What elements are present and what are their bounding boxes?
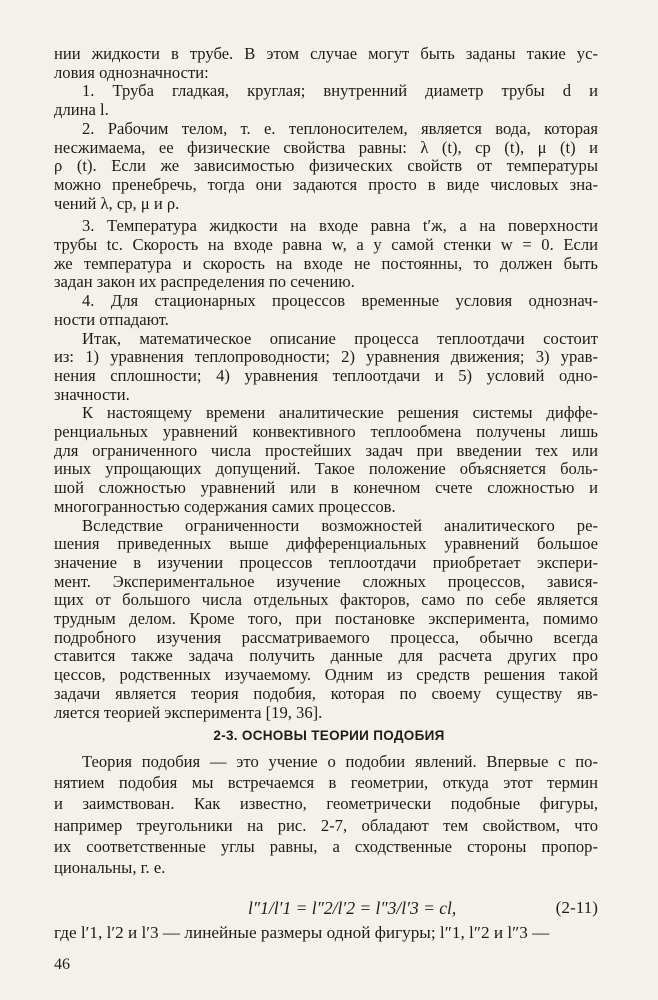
text-line: ловия однозначности:: [54, 63, 209, 82]
text-line: значности.: [54, 385, 130, 404]
text-line: для ограниченного числа простейших задач при введении тех или: [54, 441, 598, 460]
text-line: мент. Экспериментальное изучение сложных процессов, завися-: [54, 572, 598, 591]
text-line: ρ (t). Если же зависимостью физических свойств от температуры: [54, 156, 598, 175]
equation-number: (2-11): [555, 898, 598, 917]
text-line: 4. Для стационарных процессов временные условия однознач-: [82, 291, 598, 310]
section-heading: 2-3. ОСНОВЫ ТЕОРИИ ПОДОБИЯ: [213, 728, 445, 743]
text-line: 2. Рабочим телом, т. е. теплоносителем, является вода, которая: [82, 119, 598, 138]
text-line: задан закон их распределения по сечению.: [54, 272, 355, 291]
text-line: трубы tc. Скорость на входе равна w, а у самой стенки w = 0. Если: [54, 235, 598, 254]
text-line: цессов, родственных изучаемому. Одним из средств решения такой: [54, 665, 598, 684]
text-line: Теория подобия — это учение о подобии явлений. Впервые с по-: [82, 752, 598, 771]
text-line: из: 1) уравнения теплопроводности; 2) уравнения движения; 3) урав-: [54, 347, 598, 366]
page-number: 46: [54, 956, 70, 973]
text-line: Вследствие ограниченности возможностей аналитического ре-: [82, 516, 598, 535]
text-line: шой сложностью уравнений или в конечном счете сложностью и: [54, 478, 598, 497]
text-line: несжимаема, ее физические свойства равны: λ (t), cp (t), μ (t) и: [54, 138, 598, 157]
text-line: нятием подобия мы встречаемся в геометрии, откуда этот термин: [54, 773, 598, 792]
text-line: же температура и скорость на входе не постоянны, то должен быть: [54, 254, 598, 273]
text-line: подробного изучения рассматриваемого процесса, обычно всегда: [54, 628, 598, 647]
text-line: нии жидкости в трубе. В этом случае могут быть заданы такие ус-: [54, 44, 598, 63]
text-line: и заимствован. Как известно, геометрически подобные фигуры,: [54, 794, 598, 813]
text-line: Итак, математическое описание процесса теплоотдачи состоит: [82, 329, 598, 348]
text-line: задачи является теория подобия, которая по своему существу яв-: [54, 684, 598, 703]
text-line: К настоящему времени аналитические решения системы диффе-: [82, 403, 598, 422]
text-line: иных упрощающих допущений. Такое положение объясняется боль-: [54, 459, 598, 478]
text-line: шения приведенных выше дифференциальных уравнений большое: [54, 534, 598, 553]
text-line: можно пренебречь, тогда они задаются просто в виде числовых зна-: [54, 175, 598, 194]
text-line: ляется теорией эксперимента [19, 36].: [54, 703, 323, 722]
text-line: значение в изучении процессов теплоотдачи приобретает экспери-: [54, 553, 598, 572]
text-line: их соответственные углы равны, а сходственные стороны пропор-: [54, 837, 598, 856]
text-line: например треугольники на рис. 2-7, обладают тем свойством, что: [54, 816, 598, 835]
formula: l″1/l′1 = l″2/l′2 = l″3/l′3 = cl,: [248, 898, 457, 918]
text-line: ренциальных уравнений конвективного теплообмена получены лишь: [54, 422, 598, 441]
text-line: чений λ, cp, μ и ρ.: [54, 194, 180, 213]
text-line: циональны, г. е.: [54, 858, 166, 877]
text-line: щих от большого числа отдельных факторов, само по себе является: [54, 590, 598, 609]
text-line: ставится также задача получить данные для расчета других про: [54, 646, 598, 665]
text-line: длина l.: [54, 100, 109, 119]
text-line: трудным делом. Кроме того, при постановке эксперимента, помимо: [54, 609, 598, 628]
text-line-last: где l′1, l′2 и l′3 — линейные размеры одной фигуры; l″1, l″2 и l″3 —: [54, 923, 550, 942]
text-line: ности отпадают.: [54, 310, 169, 329]
text-line: нения сплошности; 4) уравнения теплоотдачи и 5) условий одно-: [54, 366, 598, 385]
text-line: 1. Труба гладкая, круглая; внутренний диаметр трубы d и: [82, 81, 598, 100]
text-line: многогранностью содержания самих процессов.: [54, 497, 396, 516]
text-line: 3. Температура жидкости на входе равна t′ж, а на поверхности: [82, 216, 598, 235]
